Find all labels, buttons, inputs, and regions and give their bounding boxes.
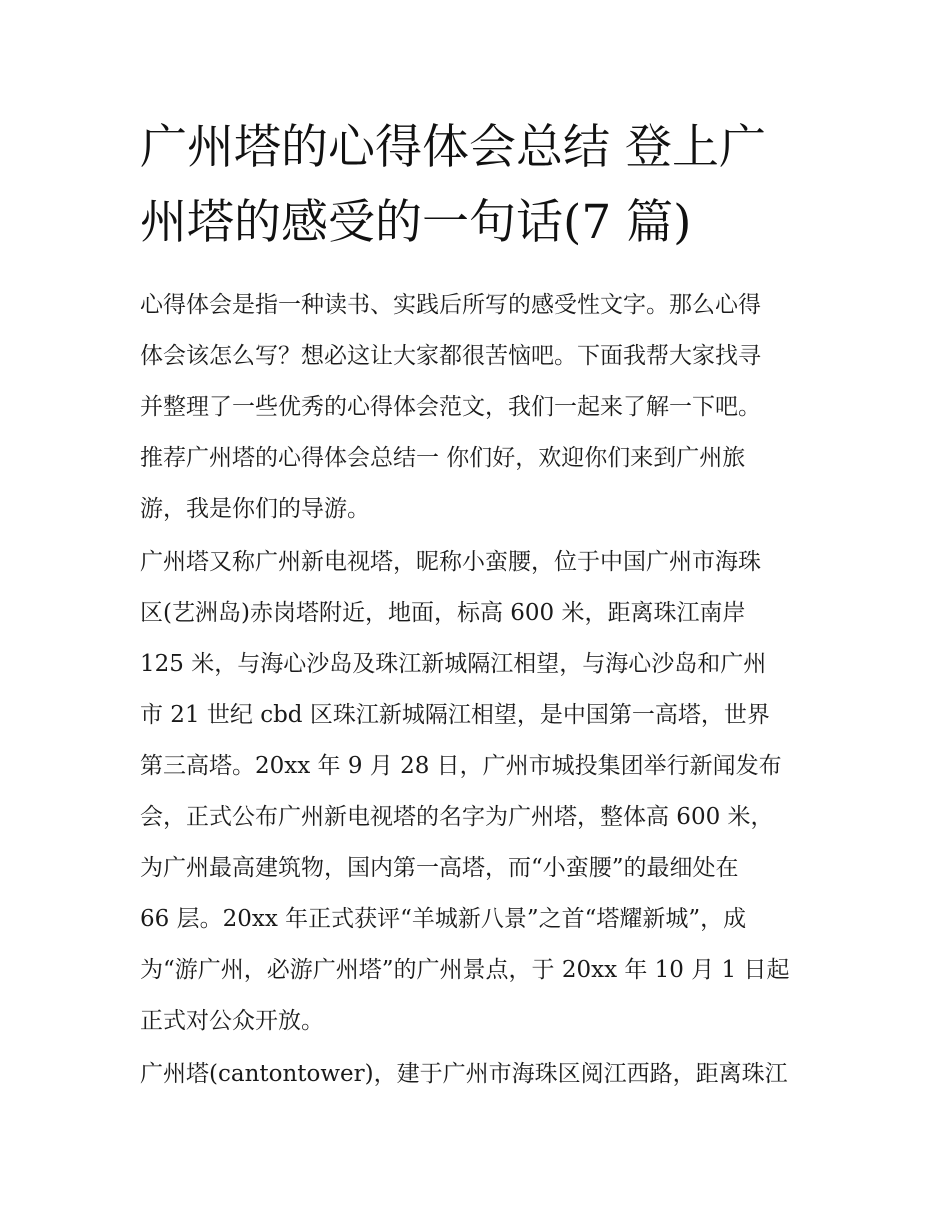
text-line: 市 21 世纪 cbd 区珠江新城隔江相望，是中国第一高塔，世界 (140, 702, 770, 728)
text-line: 区(艺洲岛)赤岗塔附近，地面，标高 600 米，距离珠江南岸 (140, 600, 746, 626)
paragraph-tower-description (140, 537, 820, 1047)
text-line: 为广州最高建筑物，国内第一高塔，而“小蛮腰”的最细处在 (140, 855, 739, 881)
text-line: 125 米，与海心沙岛及珠江新城隔江相望，与海心沙岛和广州 (140, 651, 767, 677)
text-line: 并整理了一些优秀的心得体会范文，我们一起来了解一下吧。 (140, 394, 761, 420)
text-line: 广州塔又称广州新电视塔，昵称小蛮腰，位于中国广州市海珠 (140, 549, 761, 575)
text-line: 66 层。20xx 年正式获评“羊城新八景”之首“塔耀新城”，成 (140, 906, 747, 932)
text-line: 第三高塔。20xx 年 9 月 28 日，广州市城投集团举行新闻发布 (140, 753, 782, 779)
paragraph-canton-tower (140, 1049, 820, 1100)
text-line: 推荐广州塔的心得体会总结一 你们好，欢迎你们来到广州旅 (140, 445, 746, 471)
paragraph-intro (140, 280, 820, 535)
text-line: 游，我是你们的导游。 (140, 496, 370, 522)
document-body (140, 110, 820, 1100)
text-line: 会，正式公布广州新电视塔的名字为广州塔，整体高 600 米， (140, 804, 774, 830)
text-line: 体会该怎么写？想必这让大家都很苦恼吧。下面我帮大家找寻 (140, 343, 761, 369)
text-line: 广州塔(cantontower)，建于广州市海珠区阅江西路，距离珠江 (140, 1061, 788, 1087)
title-line: 州塔的感受的一句话(7 篇) (140, 195, 692, 250)
text-line: 为“游广州，必游广州塔”的广州景点，于 20xx 年 10 月 1 日起 (140, 957, 790, 983)
text-line: 正式对公众开放。 (140, 1008, 324, 1034)
text-line: 心得体会是指一种读书、实践后所写的感受性文字。那么心得 (140, 292, 761, 318)
document-title (140, 110, 820, 260)
title-line: 广州塔的心得体会总结 登上广 (140, 120, 766, 175)
